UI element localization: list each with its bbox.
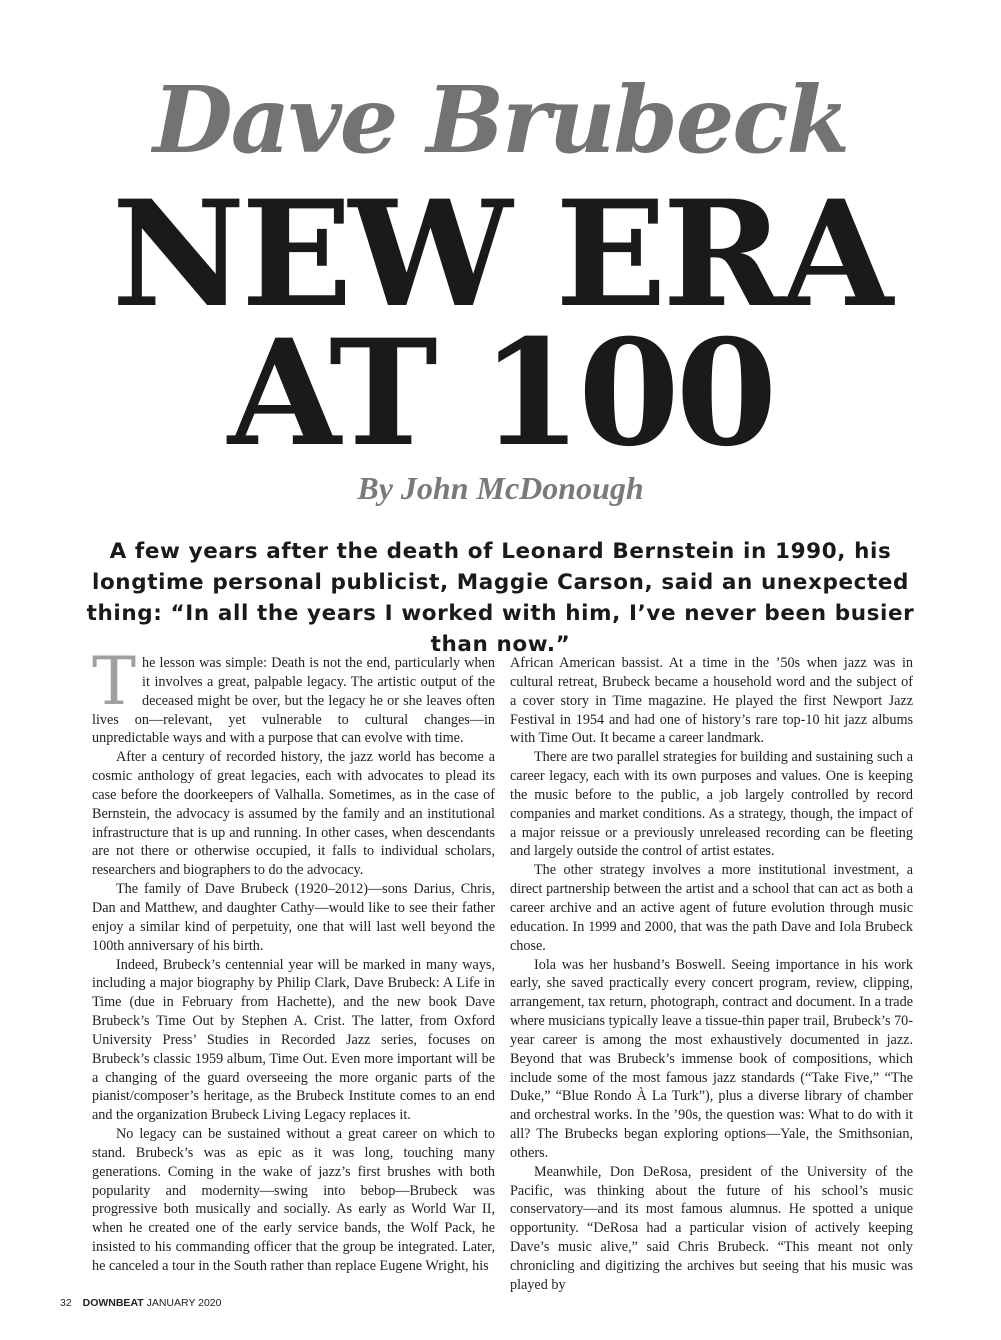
- page-footer: [60, 1297, 221, 1309]
- paragraph: The family of Dave Brubeck (1920–2012)—sons Darius, Chris, Dan and Matthew, and daughter Cathy—would like to see their father enjoy a similar kind of perpetuity, one that will last well beyond the 100th anniversary of his birth.: [92, 881, 495, 954]
- paragraph: African American bassist. At a time in the ’50s when jazz was in cultural retreat, Brubeck became a household word and the subject of a cover story in Time magazine. He played the first Newport Jazz Festival in 1954 and had one of history’s rare top-10 hit jazz albums with Time Out. It became a career landmark.: [510, 655, 913, 747]
- paragraph: Iola was her husband’s Boswell. Seeing importance in his work early, she saved practically every concert program, review, clipping, arrangement, tax return, photograph, contract and document. In a trade where musicians typically leave a tissue-thin paper trail, Brubeck’s 70-year career is among the most exhaustively documented in jazz. Beyond that was Brubeck’s immense book of compositions, which include some of the most famous jazz standards (“Take Five,” “The Duke,” “Blue Rondo À La Turk”), plus a diverse library of chamber and orchestral works. In the ’90s, the question was: What to do with it all? The Brubecks began exploring options—Yale, the Smithsonian, others.: [510, 956, 913, 1161]
- page-number: 32: [60, 1297, 72, 1309]
- paragraph: No legacy can be sustained without a great career on which to stand. Brubeck’s was as epic as it was long, touching many generations. Coming in the wake of jazz’s first brushes with both popularity and modernity—swing into bebop—Brubeck was progressive both musically and socially. As early as World War II, when he created one of the early service bands, the Wolf Pack, he insisted to his commanding officer that the group be integrated. Later, he canceled a tour in the South rather than replace Eugene Wright, his: [92, 1126, 495, 1274]
- deck: A few years after the death of Leonard Bernstein in 1990, his longtime personal publicist, Maggie Carson, said an unexpected thing: “In all the years I worked with him, I’ve never been busier than now.”: [86, 539, 915, 657]
- issue-date: JANUARY 2020: [146, 1297, 222, 1309]
- paragraph: Meanwhile, Don DeRosa, president of the University of the Pacific, was thinking about the future of his school’s music conservatory—and its most famous alumnus. He spotted a unique opportunity. “DeRosa had a particular vision of actively keeping Dave’s music alive,” said Chris Brubeck. “This meant not only chronicling and digitizing the archives but seeing that his music was played by: [510, 1163, 913, 1293]
- drop-cap: T: [92, 643, 137, 720]
- magazine-name: DOWNBEAT: [82, 1297, 144, 1309]
- paragraph: Indeed, Brubeck’s centennial year will be marked in many ways, including a major biography by Philip Clark, Dave Brubeck: A Life in Time (due in February from Hachette), and the new book Dave Brubeck’s Time Out by Stephen A. Crist. The latter, from Oxford University Press’ Studies in Recorded Jazz series, focuses on Brubeck’s classic 1959 album, Time Out. Even more important will be a changing of the guard overseeing the more organic parts of the pianist/composer’s heritage, as the Brubeck Institute comes to an end and the organization Brubeck Living Legacy replaces it.: [92, 956, 495, 1124]
- byline: By John McDonough: [357, 470, 644, 506]
- paragraph: There are two parallel strategies for building and sustaining such a career legacy, each with its own purposes and values. One is keeping the music before to the public, a job largely controlled by record companies and market conditions. As a strategy, though, the impact of a major reissue or a previously unreleased recording can be fleeting and largely outside the control of artist estates.: [510, 749, 913, 860]
- headline: [0, 169, 1001, 479]
- paragraph-text: he lesson was simple: Death is not the end, particularly when it involves a great, palpable legacy. The artistic output of the deceased might be over, but the legacy he or she leaves often lives on—relevant, yet vulnerable to cultural changes—in unpredictable ways and with a purpose that can evolve with time.: [92, 655, 495, 747]
- headline-line-2: AT 100: [227, 307, 774, 479]
- paragraph: After a century of recorded history, the jazz world has become a cosmic anthology of great legacies, each with advocates to plead its case before the doorkeepers of Valhalla. Sometimes, as in the case of Bernstein, the advocacy is assumed by the family and an institutional infrastructure that is up and running. In other cases, when descendants are not there or otherwise occupied, it falls to individual scholars, researchers and biographers to do the advocacy.: [92, 749, 495, 879]
- kicker-title: Dave Brubeck: [152, 66, 849, 174]
- body-column-right: [510, 654, 913, 1295]
- paragraph: [92, 643, 495, 748]
- paragraph: The other strategy involves a more institutional investment, a direct partnership between the artist and a school that can act as both a career archive and an active agent of future evolution through music education. In 1999 and 2000, that was the path Dave and Iola Brubeck chose.: [510, 862, 913, 954]
- headline-line-1: NEW ERA: [111, 169, 890, 340]
- body-column-left: [92, 643, 495, 1276]
